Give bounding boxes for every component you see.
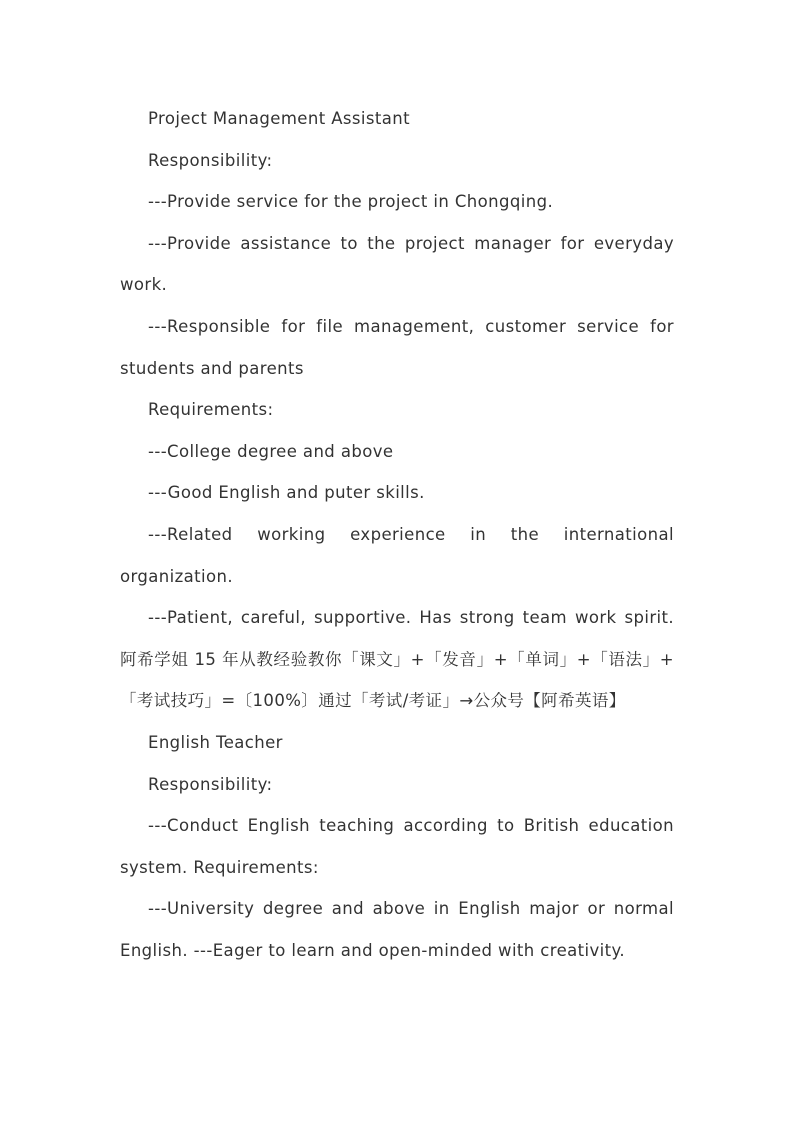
job-title-english-teacher: English Teacher [148, 732, 283, 752]
responsibility-item: ---Conduct English teaching according to British education system. Requirements: [120, 816, 674, 877]
job-title-project-management-assistant: Project Management Assistant [148, 109, 411, 128]
requirement-item: ---Related working experience in the international organization. [120, 524, 674, 586]
requirement-item: ---College degree and above [148, 441, 394, 461]
responsibility-item: ---Provide assistance to the project manager for everyday work. [120, 233, 674, 295]
responsibility-heading: Responsibility: [148, 150, 273, 170]
requirement-item: ---University degree and above in English major or normal English. ---Eager to learn and open-minded with creativity. [120, 899, 674, 960]
responsibility-item: ---Provide service for the project in Chongqing. [148, 192, 554, 212]
requirement-item: ---Patient, careful, supportive. Has strong team work spirit. [148, 608, 674, 628]
requirements-heading: Requirements: [148, 400, 274, 420]
responsibility-heading: Responsibility: [148, 774, 273, 794]
document-body [120, 98, 674, 971]
responsibility-item: ---Responsible for file management, customer service for students and parents [120, 316, 674, 378]
promo-paragraph: 阿希学姐 15 年从教经验教你「课文」+「发音」+「单词」+「语法」+「考试技巧」=〔100%〕通过「考试/考证」→公众号【阿希英语】 [120, 649, 674, 711]
requirement-item: ---Good English and puter skills. [148, 483, 425, 503]
